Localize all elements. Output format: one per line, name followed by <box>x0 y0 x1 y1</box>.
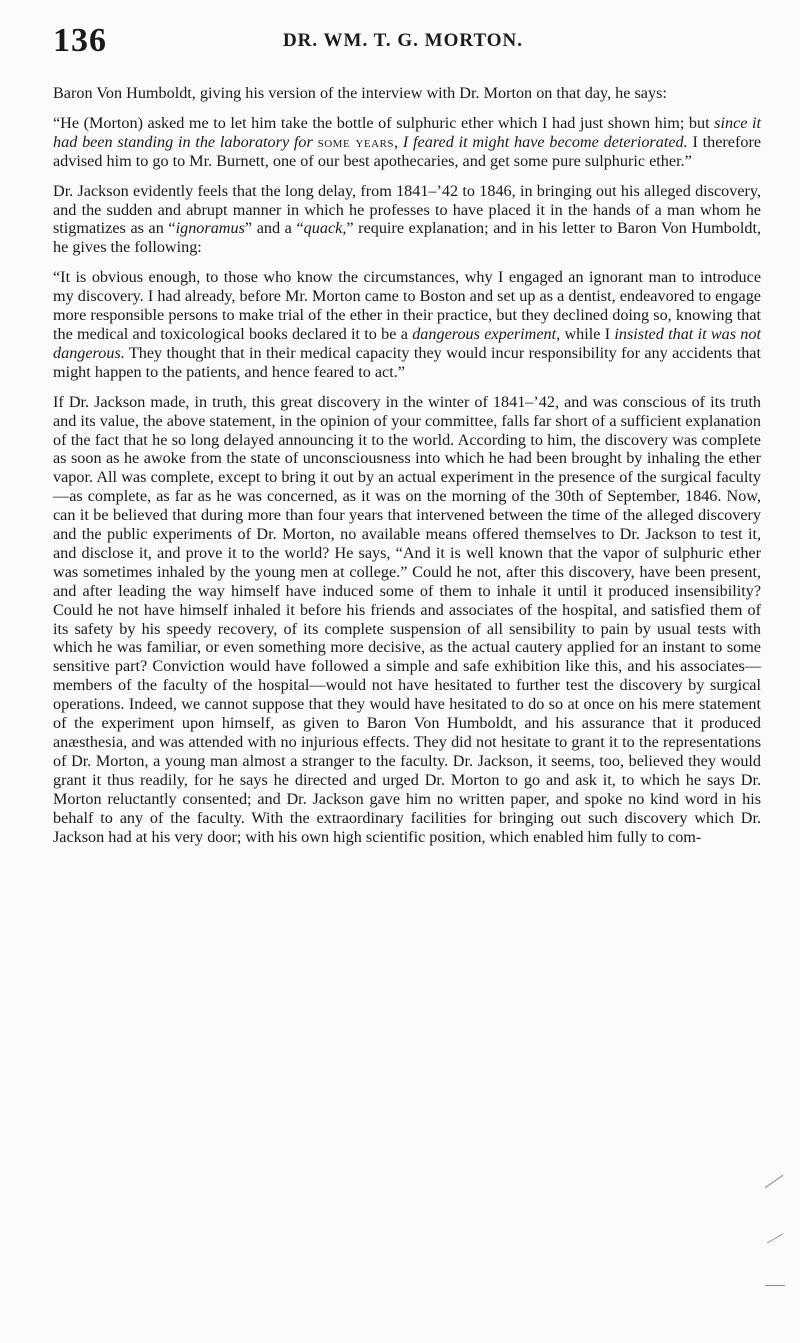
running-head <box>53 18 753 64</box>
paragraph <box>53 393 761 847</box>
text-segment: ” require explanation; and in his letter to Baron Von Humboldt, he gives the following: <box>53 219 761 257</box>
text-segment: ignoramus <box>175 219 245 238</box>
text-segment: some years <box>317 132 395 151</box>
body-text <box>53 84 761 857</box>
margin-pencil-mark <box>765 1175 784 1188</box>
text-segment: Dr. Jackson evidently feels that the long delay, from 1841–’42 to 1846, in bringing out his alleged discovery, and the sudden and abrupt manner in which he professes to have placed it in the hands of a man whom he stigmatizes as an “ <box>53 181 761 238</box>
text-segment: I feared it might have become deteriorated. <box>402 132 688 151</box>
text-segment: “It is obvious enough, to those who know the circumstances, why I engaged an ignorant man to introduce my discovery. I had already, before Mr. Morton came to Boston and set up as a dentist, endeavored to engage more responsible persons to make trial of the ether in their practice, but they declined doing so, knowing that the medical and toxicological books declared it to be a <box>53 268 761 343</box>
text-segment: while I <box>560 324 615 343</box>
paragraph <box>53 268 761 381</box>
margin-pencil-mark <box>765 1285 785 1286</box>
page-number: 136 <box>53 22 107 59</box>
paragraph <box>53 182 761 258</box>
paragraph <box>53 114 761 171</box>
running-title: DR. WM. T. G. MORTON. <box>282 30 524 51</box>
text-segment: I therefore advised him to go to Mr. Burnett, one of our best apothecaries, and get some pure sulphuric ether.” <box>53 132 762 170</box>
text-segment: dangerous experiment, <box>412 324 561 343</box>
text-segment: They thought that in their medical capacity they would incur responsibility for any accidents that might happen to the patients, and hence feared to act.” <box>53 343 761 381</box>
text-segment: Baron Von Humboldt, giving his version of the interview with Dr. Morton on that day, he says: <box>53 84 667 102</box>
text-segment: ” and a “ <box>244 219 304 238</box>
text-segment: If Dr. Jackson made, in truth, this great discovery in the winter of 1841–’42, and was conscious of its truth and its value, the above statement, in the opinion of your committee, falls far short of a sufficient explanation of the fact that he so long delayed announcing it to the world. According to him, the discovery was complete as soon as he awoke from the state of unconsciousness into which he had been brought by inhaling the ether vapor. All was complete, except to bring it out by an actual experiment in the presence of the surgical faculty—as complete, as far as he was concerned, as it was on the morning of the 30th of September, 1846. Now, can it be believed that during more than four years that intervened between the time of the alleged discovery and the public experiments of Dr. Morton, no available means offered themselves to Dr. Jackson to test it, and disclose it, and prove it to the world? He says, “And it is well known that the vapor of sulphuric ether was sometimes inhaled by the young men at college.” Could he not, after this discovery, have been present, and after leading the way himself have induced some of them to inhale it until it produced insensibility? Could he not have himself inhaled it before his friends and associates of the hospital, and satisfied them of its safety by his speedy recovery, of its complete suspension of all sensibility to pain by usual tests with which he was familiar, or even something more decisive, as the actual cautery applied for an instant to some sensitive part? Conviction would have followed a simple and safe exhibition like this, and his associates—members of the faculty of the hospital—would not have hesitated to further test the discovery by surgical operations. Indeed, we cannot suppose that they would have hesitated to do so at once on his mere statement of the experiment upon himself, as given to Baron Von Humboldt, and his assurance that it produced anæsthesia, and was attended with no injurious effects. They did not hesitate to grant it to the representations of Dr. Morton, a young man almost a stranger to the faculty. Dr. Jackson, it seems, too, believed they would grant it thus readily, for he says he directed and urged Dr. Morton to go and ask it, to which he says Dr. Morton reluctantly consented; and Dr. Jackson gave him no written paper, and spoke no kind word in his behalf to any of the faculty. With the extraordinary facilities for bringing out such discovery which Dr. Jackson had at his very door; with his own high scientific position, which enabled him fully to com- <box>53 392 761 846</box>
text-segment: quack, <box>303 219 347 238</box>
text-segment: “He (Morton) asked me to let him take the bottle of sulphuric ether which I had just shown him; but <box>53 113 715 132</box>
paragraph <box>53 84 761 103</box>
text-segment: since it had been standing in the laboratory for <box>53 113 761 151</box>
text-segment: insisted that it was not dangerous. <box>53 324 761 362</box>
text-segment: , <box>394 132 403 151</box>
margin-pencil-mark <box>767 1234 783 1244</box>
